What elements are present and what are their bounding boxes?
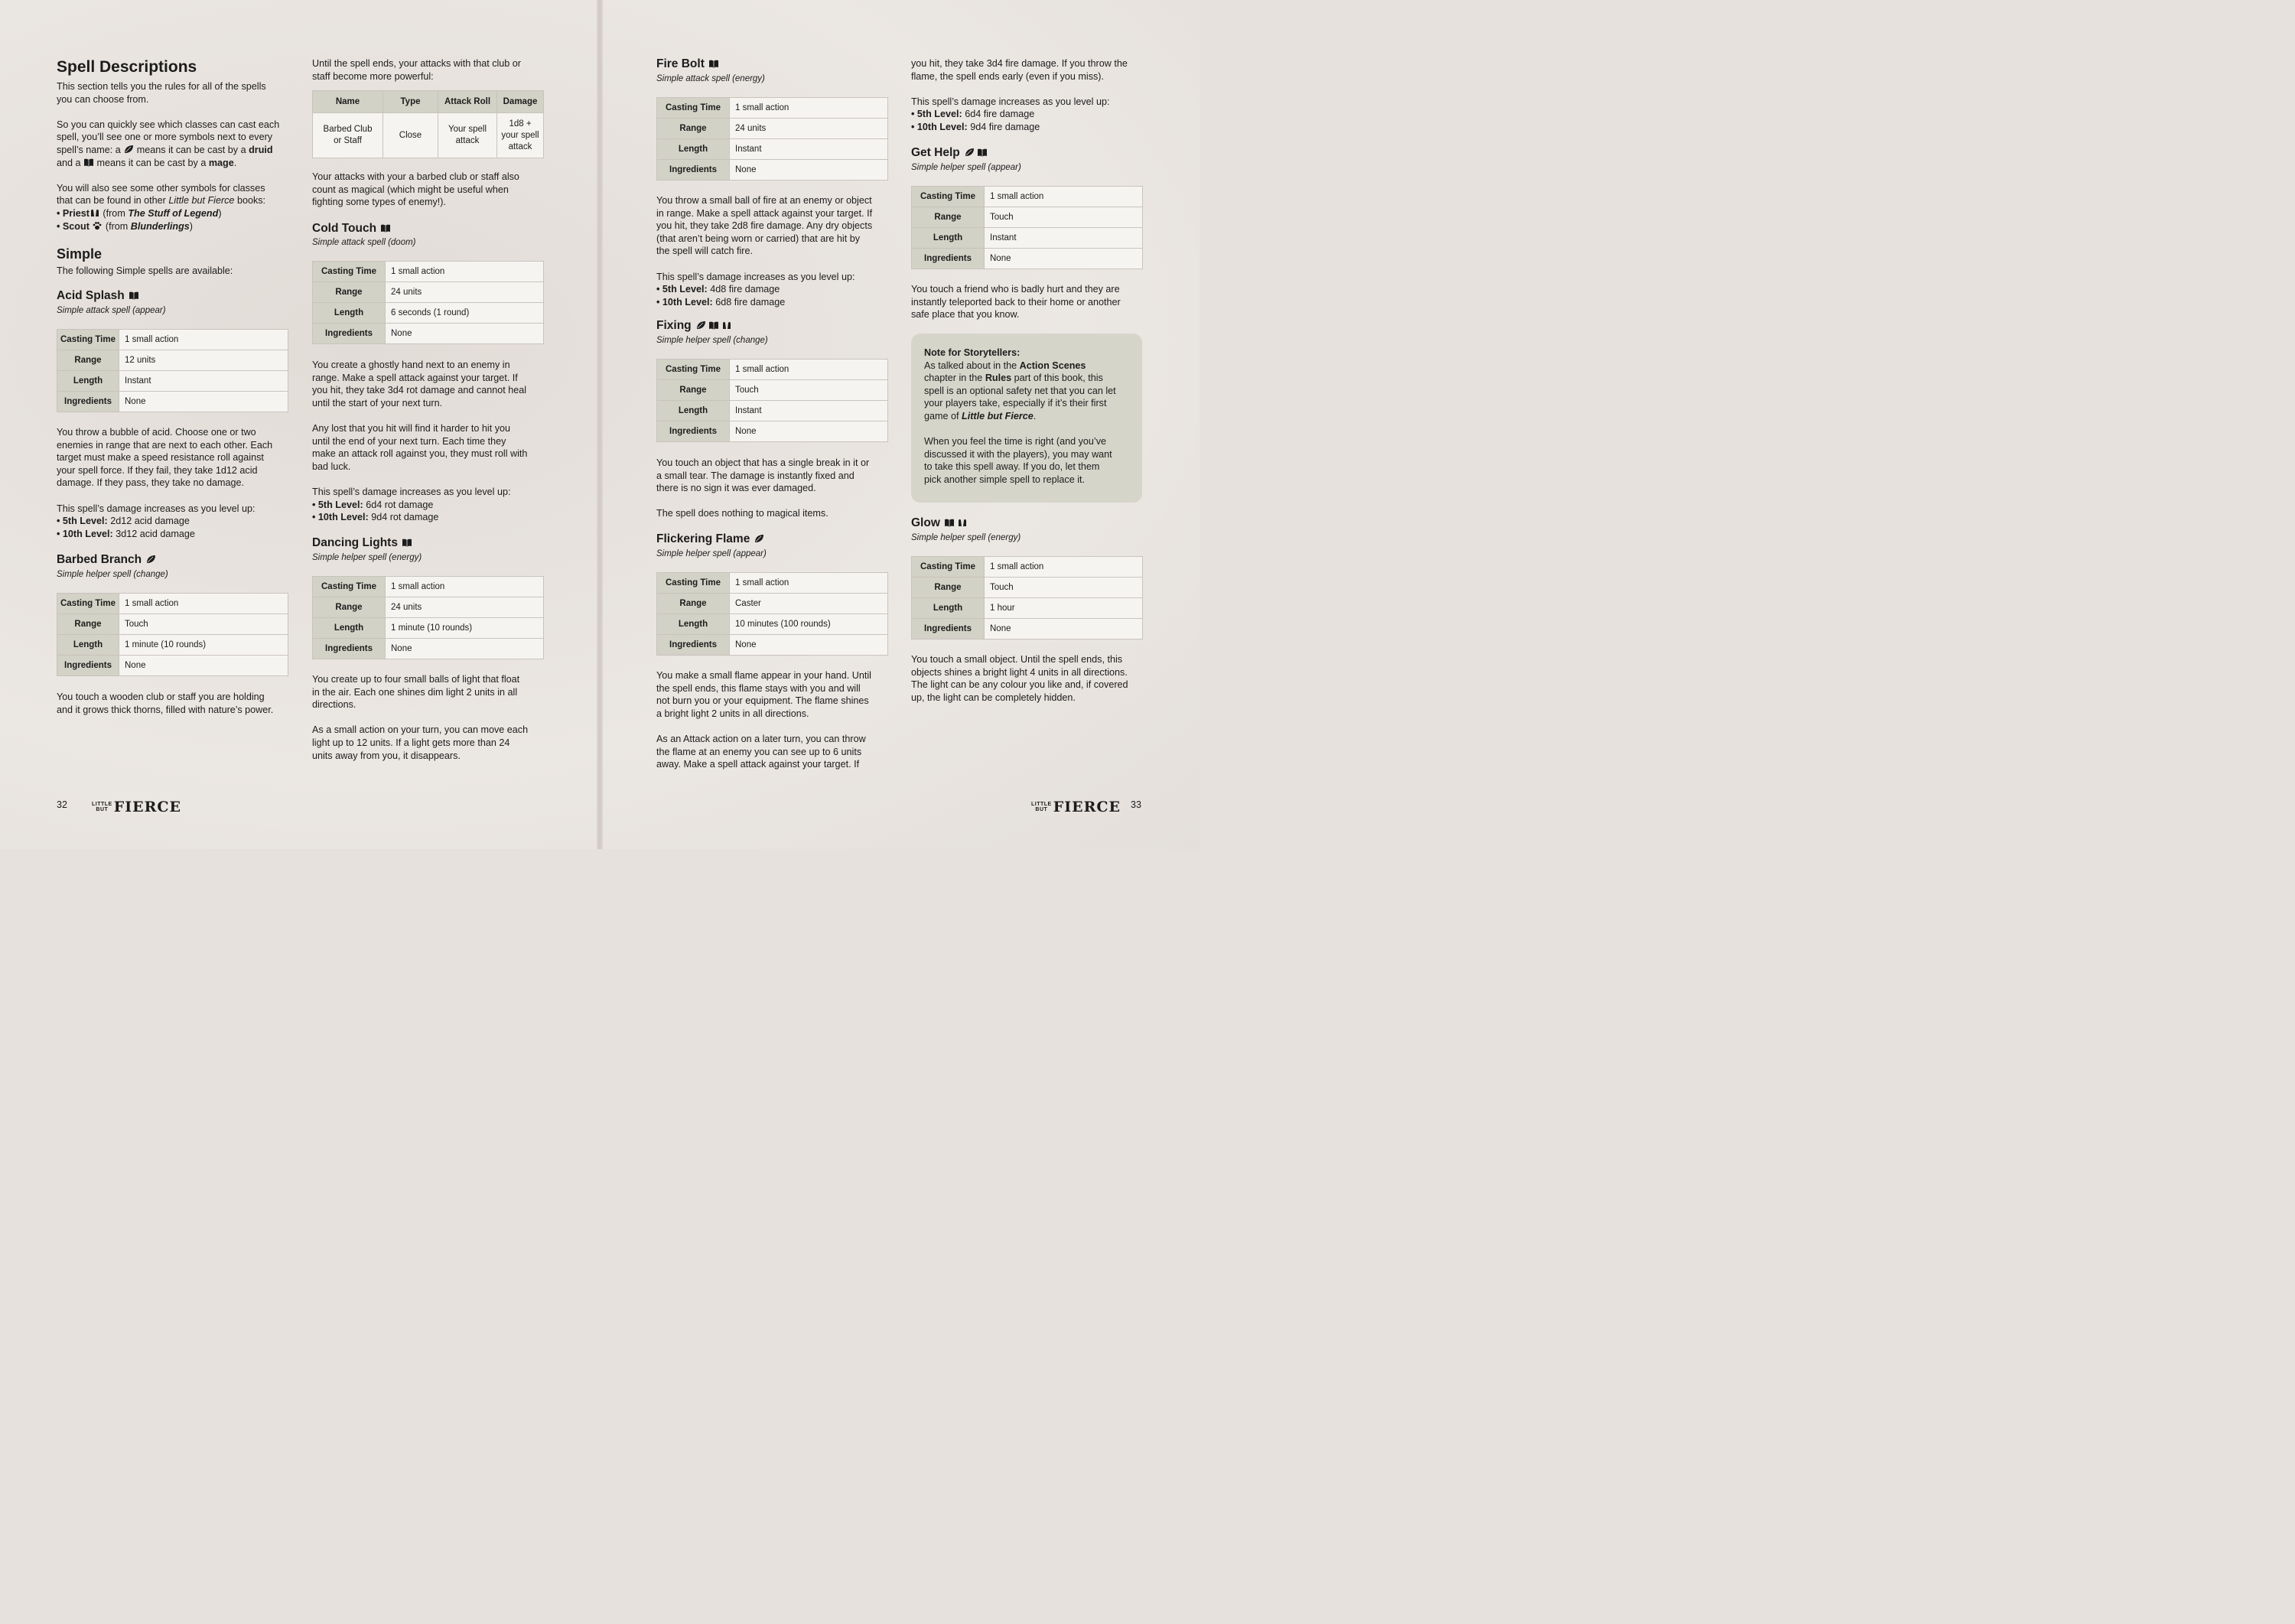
hands-icon: [957, 516, 968, 530]
text-line: • 5th Level: 6d4 rot damage: [312, 499, 434, 510]
stat-value: 1 small action: [386, 577, 544, 597]
stat-label: Ingredients: [313, 324, 386, 344]
table-cell: 1d8 + your spell attack: [497, 113, 544, 158]
text-line: staff become more powerful:: [312, 70, 434, 82]
text-line: the flame at an enemy you can see up to 6 units: [656, 746, 862, 757]
stat-value: 1 minute (10 rounds): [119, 635, 288, 656]
text-line: • 5th Level: 4d8 fire damage: [656, 284, 780, 295]
text-line: • Priest (from The Stuff of Legend): [57, 207, 222, 219]
stat-label: Range: [912, 207, 985, 228]
spell-description: [57, 426, 294, 540]
stat-label: Ingredients: [657, 160, 730, 181]
spell-stats-table: [911, 186, 1143, 269]
text-line: So you can quickly see which classes can cast each: [57, 119, 280, 130]
spell-description: [656, 194, 901, 308]
text-line: the spell will catch fire.: [656, 246, 753, 257]
text-line: your spell force. If they fail, they take 1d12 acid: [57, 464, 258, 476]
book-icon: [944, 516, 955, 530]
text-line: You touch a small object. Until the spell ends, this: [911, 654, 1123, 665]
hands-icon: [90, 208, 100, 219]
text-line: your players take, especially if it’s their first: [924, 398, 1107, 409]
stat-label: Casting Time: [313, 262, 386, 282]
spell-title-dancing-lights: Dancing Lights: [312, 535, 412, 550]
stat-value: None: [730, 635, 888, 656]
stat-label: Length: [57, 635, 119, 656]
spell-stats-table: [57, 593, 288, 676]
spell-stats-table: [656, 359, 888, 442]
text-line: You throw a bubble of acid. Choose one or two: [57, 427, 256, 438]
book-icon: [83, 158, 94, 168]
spell-title-fixing: Fixing: [656, 318, 732, 333]
text-line: As talked about in the Action Scenes: [924, 360, 1086, 371]
text-line: units away from you, it disappears.: [312, 750, 461, 761]
book-icon: [402, 535, 412, 550]
spell-type: Simple helper spell (change): [656, 336, 768, 345]
stat-label: Ingredients: [912, 619, 985, 640]
text-line: spell is an optional safety net that you can let: [924, 385, 1116, 396]
text-line: that can be found in other Little but Fierce books:: [57, 195, 266, 207]
spell-stats-table: [312, 261, 544, 344]
spell-title-barbed-branch: Barbed Branch: [57, 552, 156, 567]
spell-type: Simple helper spell (change): [57, 570, 168, 579]
page-number-right: 33: [1131, 799, 1141, 810]
text-line: discussed it with the players), you may want: [924, 448, 1112, 460]
stat-value: 24 units: [386, 597, 544, 618]
stat-value: None: [386, 639, 544, 659]
stat-label: Ingredients: [912, 249, 985, 269]
stat-value: None: [730, 421, 888, 442]
stat-label: Ingredients: [657, 635, 730, 656]
stat-value: Touch: [119, 614, 288, 635]
text-line: Any lost that you hit will find it harder to hit you: [312, 422, 511, 434]
table-cell: Barbed Club or Staff: [313, 113, 383, 158]
stat-label: Range: [313, 282, 386, 303]
spell-stats-table: [911, 556, 1143, 640]
stat-value: 1 hour: [985, 598, 1143, 619]
spell-title-cold-touch: Cold Touch: [312, 221, 391, 236]
text-line: As a small action on your turn, you can move each: [312, 724, 529, 736]
text-line: • Scout (from Blunderlings): [57, 220, 193, 232]
leaf-icon: [145, 552, 156, 567]
spell-description: [656, 669, 901, 771]
text-line: When you feel the time is right (and you’ve: [924, 436, 1107, 447]
text-line: • 10th Level: 9d4 fire damage: [911, 121, 1040, 132]
text-line: • 5th Level: 2d12 acid damage: [57, 516, 190, 527]
text-line: You touch an object that has a single break in it or: [656, 457, 870, 468]
stat-value: 1 minute (10 rounds): [386, 618, 544, 639]
note-title: Note for Storytellers:: [924, 347, 1021, 358]
page-number-left: 32: [57, 799, 67, 810]
spell-description: [312, 359, 557, 524]
stat-value: 1 small action: [985, 187, 1143, 207]
text-line: fighting some types of enemy!).: [312, 197, 446, 208]
stat-label: Length: [313, 303, 386, 324]
stat-value: 1 small action: [985, 557, 1143, 578]
text-line: You touch a wooden club or staff you are holding: [57, 692, 265, 702]
spell-title-fire-bolt: Fire Bolt: [656, 57, 719, 71]
stat-label: Ingredients: [313, 639, 386, 659]
stat-label: Casting Time: [657, 360, 730, 380]
text-line: light up to 12 units. If a light gets more than 24: [312, 737, 510, 748]
text-line: This spell’s damage increases as you level up:: [911, 96, 1110, 107]
text-line: You make a small flame appear in your hand. Until: [656, 670, 871, 681]
spell-description: [57, 691, 301, 716]
stat-value: 12 units: [119, 350, 288, 371]
book-icon: [708, 57, 719, 71]
text-line: directions.: [312, 699, 356, 711]
text-line: This section tells you the rules for all of the spells: [57, 81, 266, 92]
table-cell: Close: [383, 113, 438, 158]
stat-value: None: [119, 392, 288, 412]
page-title: Spell Descriptions: [57, 58, 197, 76]
spell-description: [312, 171, 549, 209]
stat-value: None: [985, 619, 1143, 640]
text-line: You throw a small ball of fire at an enemy or object: [656, 195, 872, 206]
spell-stats-table: [656, 97, 888, 181]
spell-type: Simple helper spell (appear): [911, 163, 1021, 172]
text-line: The spell does nothing to magical items.: [656, 508, 828, 519]
section-title-simple: Simple: [57, 246, 103, 262]
stat-value: 1 small action: [730, 573, 888, 594]
stat-label: Length: [657, 614, 730, 635]
stat-label: Ingredients: [57, 656, 119, 676]
text-line: in the air. Each one shines dim light 2 units in all: [312, 686, 518, 698]
stat-label: Range: [657, 119, 730, 139]
stat-value: 24 units: [730, 119, 888, 139]
book-icon: [977, 145, 988, 160]
stat-value: 1 small action: [386, 262, 544, 282]
text-line: until the end of your next turn. Each time they: [312, 435, 506, 447]
text-line: (that aren’t being worn or carried) that are hit by: [656, 233, 860, 244]
stat-value: 6 seconds (1 round): [386, 303, 544, 324]
spell-description: [656, 457, 901, 520]
stat-value: 24 units: [386, 282, 544, 303]
logo-right: LITTLE BUT FIERCE: [1031, 799, 1121, 815]
text-line: to take this spell away. If you do, let them: [924, 461, 1100, 473]
stat-value: Touch: [985, 207, 1143, 228]
spell-description: [911, 283, 1156, 321]
book-icon: [129, 288, 139, 303]
stat-label: Range: [657, 380, 730, 401]
table-header: Attack Roll: [438, 91, 497, 113]
section-intro: The following Simple spells are available:: [57, 265, 233, 276]
text-line: you hit, they take 3d4 rot damage and cannot heal: [312, 385, 527, 396]
text-line: bad luck.: [312, 461, 351, 472]
stat-label: Casting Time: [657, 98, 730, 119]
stat-value: Instant: [730, 401, 888, 421]
stat-value: Instant: [730, 139, 888, 160]
spell-stats-table: [57, 329, 288, 412]
text-line: You create up to four small balls of light that float: [312, 674, 520, 685]
stat-label: Casting Time: [912, 187, 985, 207]
book-spread: [0, 0, 1200, 849]
stat-label: Ingredients: [57, 392, 119, 412]
text-line: flame, the spell ends early (even if you miss).: [911, 70, 1104, 82]
book-icon: [708, 318, 719, 333]
stat-label: Casting Time: [313, 577, 386, 597]
text-line: you hit, they take 2d8 fire damage. Any dry objects: [656, 220, 873, 232]
storyteller-note: [911, 334, 1142, 503]
text-line: spell’s name: a means it can be cast by a druid: [57, 144, 273, 155]
stat-label: Length: [657, 401, 730, 421]
text-line: you hit, they take 3d4 fire damage. If you throw the: [911, 58, 1128, 69]
text-line: you can choose from.: [57, 93, 149, 105]
text-line: Your attacks with your a barbed club or staff also: [312, 171, 519, 182]
text-line: • 5th Level: 6d4 fire damage: [911, 109, 1035, 120]
stat-value: None: [730, 160, 888, 181]
table-cell: Your spell attack: [438, 113, 497, 158]
text-line: The light can be any colour you like and, if covered: [911, 679, 1128, 691]
stat-value: Instant: [985, 228, 1143, 249]
text-line: • 10th Level: 3d12 acid damage: [57, 528, 195, 539]
leaf-icon: [964, 145, 975, 160]
text-line: This spell’s damage increases as you level up:: [312, 486, 511, 497]
text-line: damage. If they pass, they take no damage.: [57, 477, 245, 489]
spell-type: Simple helper spell (appear): [656, 549, 767, 558]
stat-label: Range: [657, 594, 730, 614]
attack-table: [312, 90, 544, 158]
leaf-icon: [695, 318, 706, 333]
spell-type: Simple helper spell (energy): [312, 553, 422, 562]
book-icon: [380, 221, 391, 236]
table-header: Name: [313, 91, 383, 113]
page-gutter: [597, 0, 603, 849]
text-line: instantly teleported back to their home or another: [911, 296, 1121, 308]
table-header: Damage: [497, 91, 544, 113]
text-line: spell, you’ll see one or more symbols next to every: [57, 132, 273, 143]
stat-value: 1 small action: [730, 98, 888, 119]
spell-type: Simple attack spell (doom): [312, 238, 416, 247]
text-line: enemies in range that are next to each other. Each: [57, 439, 273, 451]
stat-label: Casting Time: [912, 557, 985, 578]
stat-value: None: [119, 656, 288, 676]
spell-description: [312, 673, 557, 762]
stat-label: Length: [657, 139, 730, 160]
stat-label: Casting Time: [657, 573, 730, 594]
stat-label: Casting Time: [57, 594, 119, 614]
text-line: Until the spell ends, your attacks with that club or: [312, 58, 521, 69]
spell-description: [911, 57, 1156, 134]
text-line: a small tear. The damage is instantly fixed and: [656, 470, 855, 481]
logo-left: LITTLE BUT FIERCE: [92, 799, 181, 815]
text-line: and a means it can be cast by a mage.: [57, 157, 237, 168]
text-line: safe place that you know.: [911, 309, 1020, 321]
text-line: away. Make a spell attack against your target. If: [656, 759, 860, 770]
text-line: game of Little but Fierce.: [924, 410, 1037, 421]
text-line: in range. Make a spell attack against your target. If: [656, 207, 873, 219]
leaf-icon: [123, 145, 134, 155]
stat-value: 10 minutes (100 rounds): [730, 614, 888, 635]
stat-value: 1 small action: [119, 594, 288, 614]
text-line: As an Attack action on a later turn, you can throw: [656, 733, 866, 744]
stat-label: Range: [313, 597, 386, 618]
text-line: not burn you or your equipment. The flame shines: [656, 695, 869, 707]
table-header: Type: [383, 91, 438, 113]
stat-value: 1 small action: [730, 360, 888, 380]
stat-label: Range: [912, 578, 985, 598]
leaf-icon: [754, 532, 764, 546]
stat-value: Instant: [119, 371, 288, 392]
hands-icon: [721, 318, 732, 333]
spell-type: Simple attack spell (appear): [57, 306, 166, 315]
text-line: and it grows thick thorns, filled with nature’s power.: [57, 704, 274, 715]
text-line: the spell ends, this flame stays with you and will: [656, 682, 861, 694]
text-line: until the start of your next turn.: [312, 397, 443, 408]
text-line: You will also see some other symbols for classes: [57, 182, 265, 194]
stat-value: Touch: [730, 380, 888, 401]
paw-icon: [92, 221, 103, 232]
spell-title-get-help: Get Help: [911, 145, 988, 160]
spell-stats-table: [312, 576, 544, 659]
text-line: there is no sign it was ever damaged.: [656, 483, 816, 494]
stat-label: Length: [313, 618, 386, 639]
text-line: You touch a friend who is badly hurt and they are: [911, 284, 1120, 295]
text-line: target must make a speed resistance roll against: [57, 452, 264, 464]
intro-text: [57, 80, 294, 233]
stat-value: None: [386, 324, 544, 344]
spell-description: [312, 57, 549, 83]
text-line: This spell’s damage increases as you level up:: [656, 271, 855, 282]
text-line: a bright light 2 units in all directions.: [656, 708, 809, 719]
text-line: make an attack roll against you, they must roll with: [312, 448, 528, 460]
spell-title-acid-splash: Acid Splash: [57, 288, 139, 303]
spell-type: Simple helper spell (energy): [911, 533, 1021, 542]
text-line: up, the light can be completely hidden.: [911, 692, 1076, 703]
stat-value: 1 small action: [119, 330, 288, 350]
spell-title-glow: Glow: [911, 516, 968, 530]
stat-label: Casting Time: [57, 330, 119, 350]
text-line: • 10th Level: 6d8 fire damage: [656, 296, 786, 308]
spell-title-flickering-flame: Flickering Flame: [656, 532, 764, 546]
text-line: You create a ghostly hand next to an enemy in: [312, 360, 510, 370]
stat-value: Touch: [985, 578, 1143, 598]
text-line: range. Make a spell attack against your target. If: [312, 372, 518, 383]
stat-label: Range: [57, 350, 119, 371]
text-line: objects shines a bright light 4 units in all directions.: [911, 666, 1128, 678]
stat-label: Length: [912, 228, 985, 249]
stat-value: Caster: [730, 594, 888, 614]
stat-label: Length: [912, 598, 985, 619]
spell-type: Simple attack spell (energy): [656, 74, 765, 83]
text-line: This spell’s damage increases as you level up:: [57, 503, 256, 514]
text-line: count as magical (which might be useful when: [312, 184, 509, 195]
text-line: chapter in the Rules part of this book, this: [924, 373, 1103, 384]
spell-description: [911, 653, 1156, 704]
stat-label: Range: [57, 614, 119, 635]
text-line: pick another simple spell to replace it.: [924, 474, 1085, 485]
spell-stats-table: [656, 572, 888, 656]
text-line: • 10th Level: 9d4 rot damage: [312, 512, 439, 523]
stat-label: Length: [57, 371, 119, 392]
stat-value: None: [985, 249, 1143, 269]
stat-label: Ingredients: [657, 421, 730, 442]
